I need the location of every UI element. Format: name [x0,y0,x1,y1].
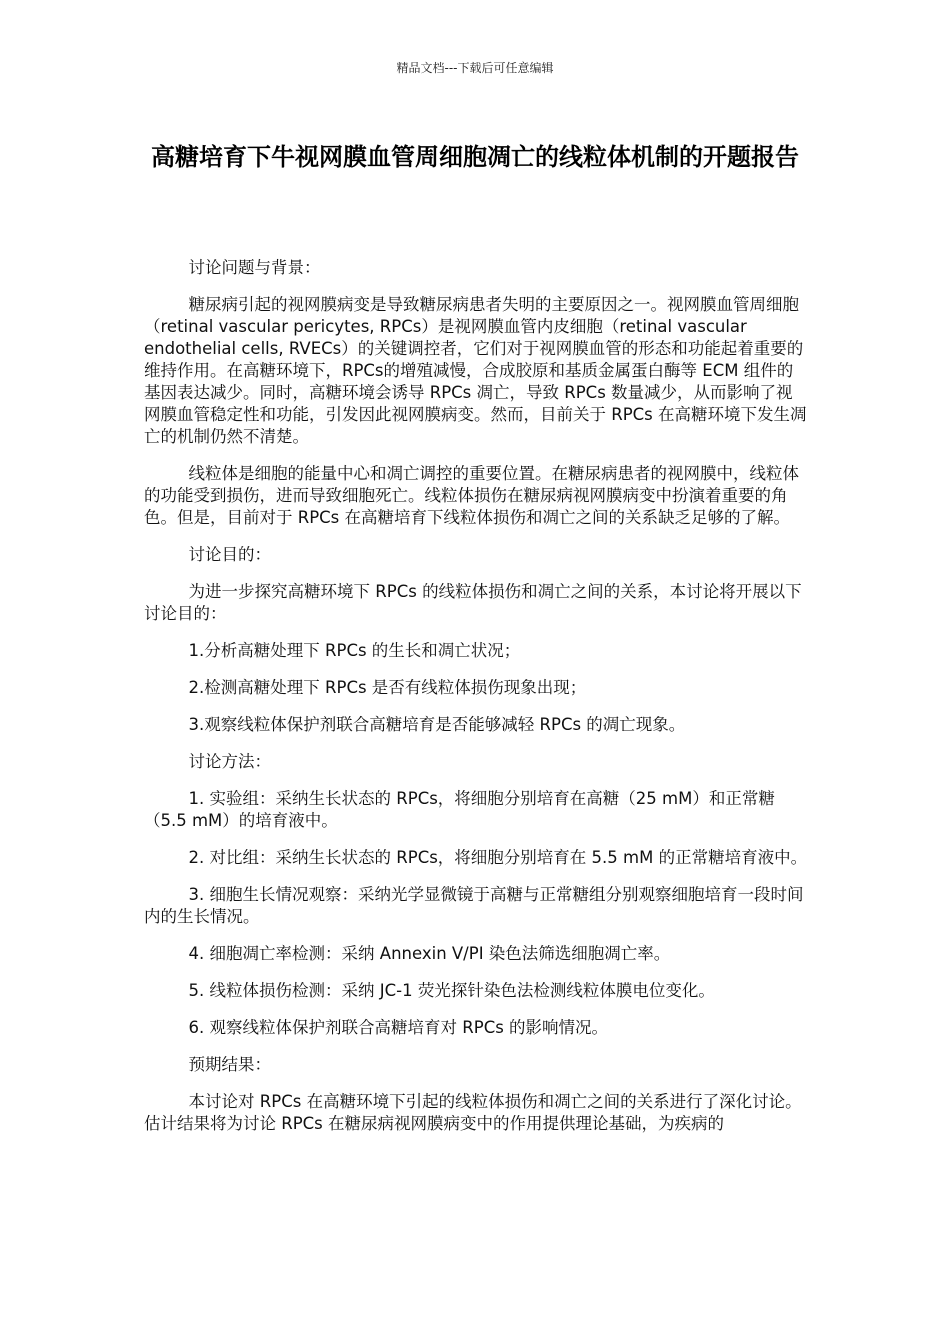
list-item-purpose-3: 3.观察线粒体保护剂联合高糖培育是否能够减轻 RPCs 的凋亡现象。 [188,715,686,734]
document-body [144,257,808,1150]
list-item-method-3: 3. 细胞生长情况观察：采纳光学显微镜于高糖与正常糖组分别观察细胞培育一段时间内的生长情况。 [144,885,804,926]
list-item-method-1: 1. 实验组：采纳生长状态的 RPCs，将细胞分别培育在高糖（25 mM）和正常糖（5.5 mM）的培育液中。 [144,789,775,830]
section-heading-background: 讨论问题与背景： [188,258,321,277]
section-heading-purpose: 讨论目的： [188,545,272,564]
paragraph-background-1: 糖尿病引起的视网膜病变是导致糖尿病患者失明的主要原因之一。视网膜血管周细胞（retinal vascular pericytes, RPCs）是视网膜血管内皮细胞（retinal vascular endothelial cells, RVECs）的关键调控者，它们对于视网膜血管的形态和功能起着重要的维持作用。在高糖环境下，RPCs的增殖减慢，合成胶原和基质金属蛋白酶等 ECM 组件的基因表达减少。同时，高糖环境会诱导 RPCs 凋亡，导致 RPCs 数量减少，从而影响了视网膜血管稳定性和功能，引发因此视网膜病变。然而，目前关于 RPCs 在高糖环境下发生凋亡的机制仍然不清楚。 [144,295,807,446]
list-item-method-2: 2. 对比组：采纳生长状态的 RPCs，将细胞分别培育在 5.5 mM 的正常糖培育液中。 [188,848,808,867]
list-item-method-6: 6. 观察线粒体保护剂联合高糖培育对 RPCs 的影响情况。 [188,1018,609,1037]
list-item-purpose-2: 2.检测高糖处理下 RPCs 是否有线粒体损伤现象出现； [188,678,587,697]
paragraph-purpose-intro: 为进一步探究高糖环境下 RPCs 的线粒体损伤和凋亡之间的关系，本讨论将开展以下讨论目的： [144,582,802,623]
paragraph-expected-results: 本讨论对 RPCs 在高糖环境下引起的线粒体损伤和凋亡之间的关系进行了深化讨论。估计结果将为讨论 RPCs 在糖尿病视网膜病变中的作用提供理论基础，为疾病的 [144,1092,802,1133]
section-heading-methods: 讨论方法： [188,752,272,771]
paragraph-background-2: 线粒体是细胞的能量中心和凋亡调控的重要位置。在糖尿病患者的视网膜中，线粒体的功能受到损伤，进而导致细胞死亡。线粒体损伤在糖尿病视网膜病变中扮演着重要的角色。但是，目前对于 RPCs 在高糖培育下线粒体损伤和凋亡之间的关系缺乏足够的了解。 [144,464,800,527]
list-item-method-4: 4. 细胞凋亡率检测：采纳 Annexin V/PI 染色法筛选细胞凋亡率。 [188,944,671,963]
list-item-method-5: 5. 线粒体损伤检测：采纳 JC-1 荧光探针染色法检测线粒体膜电位变化。 [188,981,715,1000]
section-heading-expected-results: 预期结果： [188,1055,272,1074]
document-title: 高糖培育下牛视网膜血管周细胞凋亡的线粒体机制的开题报告 [151,143,799,171]
list-item-purpose-1: 1.分析高糖处理下 RPCs 的生长和凋亡状况； [188,641,521,660]
header-note: 精品文档---下载后可任意编辑 [396,61,554,75]
